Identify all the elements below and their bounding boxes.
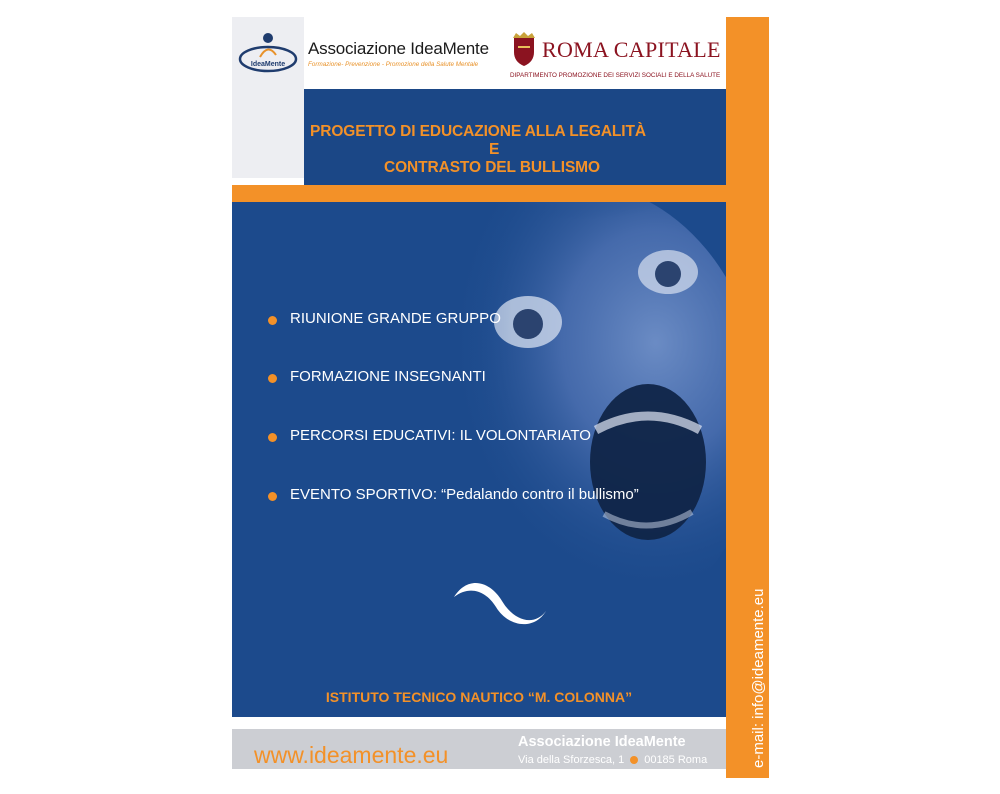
bullet-dot bbox=[268, 433, 277, 442]
footer-bar bbox=[232, 729, 726, 769]
title-line-1: PROGETTO DI EDUCAZIONE ALLA LEGALITÀ bbox=[310, 123, 646, 140]
orange-divider bbox=[232, 185, 769, 202]
bullet-text: PERCORSI EDUCATIVI: IL VOLONTARIATO bbox=[290, 427, 591, 444]
roma-capitale-title: ROMA CAPITALE bbox=[542, 37, 721, 62]
address-separator-dot bbox=[630, 756, 638, 764]
school-name: ISTITUTO TECNICO NAUTICO “M. COLONNA” bbox=[325, 689, 633, 705]
footer-street: Via della Sforzesca, 1 bbox=[518, 754, 625, 766]
title-line-2: E bbox=[489, 141, 500, 158]
footer bbox=[232, 717, 726, 778]
website-link[interactable]: www.ideamente.eu bbox=[254, 742, 449, 768]
screaming-child-image bbox=[232, 202, 726, 717]
main-panel bbox=[232, 202, 726, 717]
bullet-dot bbox=[268, 374, 277, 383]
bullet-dot bbox=[268, 316, 277, 325]
footer-address bbox=[518, 754, 707, 766]
bullet-text: RIUNIONE GRANDE GRUPPO bbox=[290, 310, 501, 327]
logo-caption: IdeaMente bbox=[250, 61, 286, 68]
footer-city: 00185 Roma bbox=[644, 754, 708, 766]
association-tagline: Formazione- Prevenzione - Promozione della Salute Mentale bbox=[308, 61, 479, 68]
association-name: Associazione IdeaMente bbox=[308, 39, 489, 58]
bullet-dot bbox=[268, 492, 277, 501]
department-name: DIPARTIMENTO PROMOZIONE DEI SERVIZI SOCIALI E DELLA SALUTE bbox=[510, 72, 721, 79]
bullet-text: FORMAZIONE INSEGNANTI bbox=[290, 368, 486, 385]
title-band bbox=[304, 89, 726, 185]
ideamente-logo-icon bbox=[236, 29, 300, 75]
email-contact[interactable]: e-mail: info@ideamente.eu bbox=[750, 588, 767, 768]
ideamente-logo bbox=[232, 17, 304, 178]
tilde-wave-icon bbox=[450, 577, 550, 629]
title-line-3: CONTRASTO DEL BULLISMO bbox=[384, 159, 600, 176]
footer-association-name: Associazione IdeaMente bbox=[518, 734, 686, 750]
roma-crest-icon bbox=[511, 32, 537, 68]
bullet-text: EVENTO SPORTIVO: “Pedalando contro il bullismo” bbox=[290, 486, 639, 503]
poster bbox=[232, 17, 769, 778]
